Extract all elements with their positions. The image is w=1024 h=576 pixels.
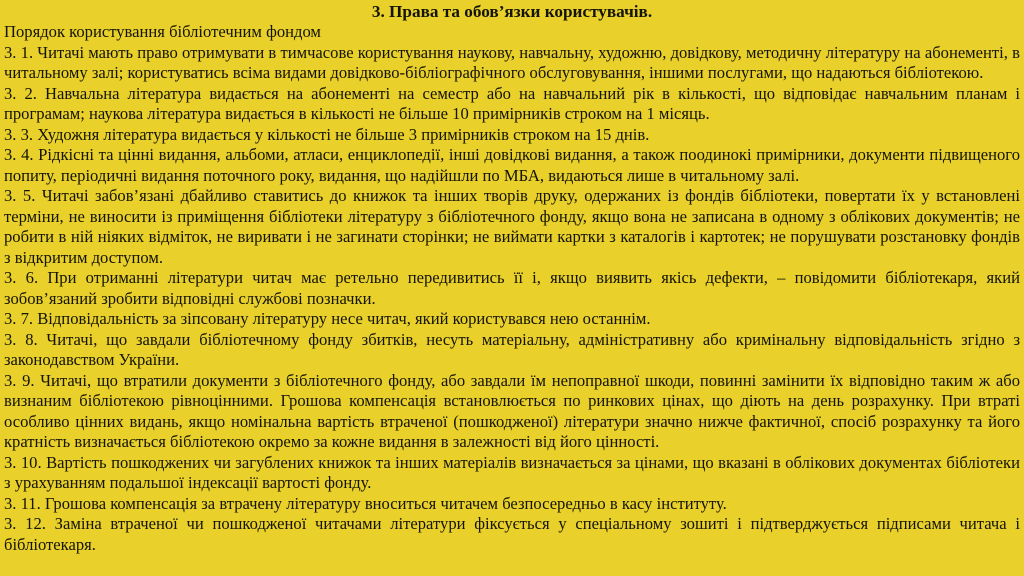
document-subtitle: Порядок користування бібліотечним фондом (4, 22, 321, 41)
paragraph-7: 3. 7. Відповідальність за зіпсовану літературу несе читач, який користувався нею останнім. (4, 309, 651, 328)
paragraph-9: 3. 9. Читачі, що втратили документи з бібліотечного фонду, або завдали їм непоправної шкоди, повинні замінити їх відповідно таким ж або визнаним бібліотекою рівноцінними. Грошова компенсація встановлюється по ринкових цінах, що діють на день розрахунку. При втраті особливо цінних видань, якщо номінальна вартість втраченої (пошкодженої) літератури значно нижче фактичної, спосіб розрахунку та його кратність визначається бібліотекою окремо за кожне видання в залежності від його цінності. (4, 370, 1020, 451)
paragraph-3: 3. 3. Художня література видається у кількості не більше 3 примірників строком на 15 днів. (4, 124, 650, 144)
paragraph-2: 3. 2. Навчальна література видається на абонементі на семестр або на навчальний рік в кількості, що відповідає навчальним планам і програмам; наукова література видається в кількості не більше 10 примірників строком на 1 місяць. (4, 83, 1020, 123)
paragraph-12: 3. 12. Заміна втраченої чи пошкодженої читачами літератури фіксується у спеціальному зошиті і підтверджується підписами читача і бібліотекаря. (4, 514, 1020, 554)
paragraph-4: 3. 4. Рідкісні та цінні видання, альбоми, атласи, енциклопедії, інші довідкові видання, а також поодинокі примірники, документи підвищеного попиту, періодичні видання поточного року, видання, що надійшли по МБА, видаються лише в читальному залі. (4, 145, 1020, 185)
document-body (4, 43, 1020, 556)
page-title: 3. Права та обов’язки користувачів. (371, 2, 653, 21)
paragraph-6: 3. 6. При отриманні літератури читач має ретельно передивитись її і, якщо виявить якісь дефекти, – повідомити бібліотекаря, який зобов’язаний зробити відповідні службові позначки. (4, 268, 1020, 308)
paragraph-10: 3. 10. Вартість пошкоджених чи загублених книжок та інших матеріалів визначається за цінами, що вказані в облікових документах бібліотеки з урахуванням подальшої індексації вартості фонду. (4, 452, 1020, 492)
paragraph-11: 3. 11. Грошова компенсація за втрачену літературу вноситься читачем безпосередньо в касу інституту. (4, 493, 727, 513)
paragraph-5: 3. 5. Читачі забов’язані дбайливо ставитись до книжок та інших творів друку, одержаних із фондів бібліотеки, повертати їх у встановлені терміни, не виносити із приміщення бібліотеки літературу з бібліотечного фонду, якщо вона не записана в одному з облікових документів; не робити в ній ніяких відміток, не виривати і не загинати сторінки; не виймати картки з каталогів і картотек; не порушувати розстановку фондів з відкритим доступом. (4, 186, 1020, 267)
paragraph-1: 3. 1. Читачі мають право отримувати в тимчасове користування наукову, навчальну, художню, довідкову, методичну літературу на абонементі, в читальному залі; користуватись всіма видами довідково-бібліографічного обслуговування, іншими послугами, що надаються бібліотекою. (4, 42, 1020, 82)
paragraph-8: 3. 8. Читачі, що завдали бібліотечному фонду збитків, несуть матеріальну, адміністративну або кримінальну відповідальність згідно з законодавством України. (4, 329, 1020, 369)
